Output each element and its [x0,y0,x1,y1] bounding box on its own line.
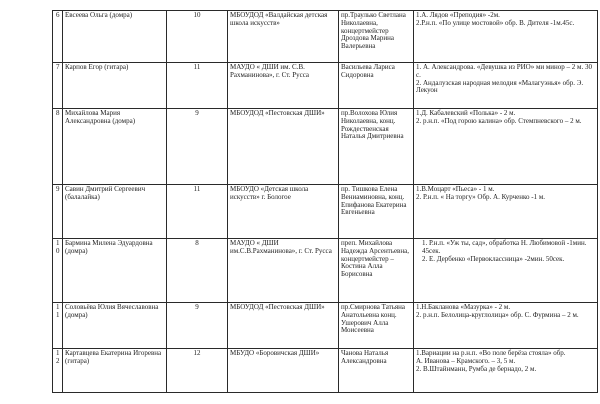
program-item: 2. р.н.п. Белолица-круглолица» обр. С. Фурмина – 2 м. [416,310,579,319]
school-name: МБОУДОД «Пестовская ДШИ» [228,109,339,185]
program-item: А. Иванова – Крамского. – 3, 5 м. [416,356,516,365]
table-row [53,185,598,239]
school-name: МБОУДО «Детская школа искусств» г. Бологое [228,185,339,239]
row-number: 6 [53,11,63,63]
participant-age: 9 [167,303,228,349]
row-number: 11 [53,303,63,349]
table-row [53,109,598,185]
program-item: 2. Е. Дербенко «Первоклассница» -2мин. 50сек. [422,254,565,263]
participant-name: Савин Дмитрий Сергеевич (балалайка) [63,185,167,239]
program-item: 1. А. Александрова. «Девушка из РИО» ми минор – 2 м. 30 с. [416,63,592,79]
participant-age: 8 [167,239,228,303]
participant-name: Карпов Егор (гитара) [63,63,167,109]
school-name: МБОУДОД «Валдайская детская школа искусств» [228,11,339,63]
table-row [53,239,598,303]
school-name: МАУДО « ДШИ им.С.В.Рахманинова», г. Ст. Русса [228,239,339,303]
teacher-name: пр.Траулько Светлана Николаевна, концертмейстер Дроздова Марина Валерьевна [339,11,414,63]
participant-name: Картавцева Екатерина Игоревна (гитара) [63,349,167,393]
table-row [53,349,598,393]
teacher-name: преп. Михайлова Надежда Арсентьевна, концертмейстер – Костина Алла Борисовна [339,239,414,303]
program-item: 1.Д. Кабалевский «Полька» - 2 м. [416,109,516,117]
row-number: 10 [53,239,63,303]
participant-name: Соловьёва Юлия Вячеславовна (домра) [63,303,167,349]
program-cell [414,11,598,63]
row-number: 8 [53,109,63,185]
school-name: МБУДО «Боровичская ДШИ» [228,349,339,393]
teacher-name: пр.Волохова Юлия Николаевна, конц. Рождественская Наталья Дмитриевна [339,109,414,185]
teacher-name: пр. Тишкова Елена Вениаминовна, конц. Епифанова Екатерина Евгеньевна [339,185,414,239]
participant-age: 11 [167,185,228,239]
table-row [53,303,598,349]
program-item: 2.Р.н.п. «По улице мостовой» обр. В. Дителя -1м.45с. [416,18,575,27]
participant-age: 11 [167,63,228,109]
table-row [53,11,598,63]
row-number: 12 [53,349,63,393]
teacher-name: Васильева Лариса Сидоровна [339,63,414,109]
program-cell [414,303,598,349]
school-name: МАУДО « ДШИ им. С.В. Рахманинова», г. Ст. Русса [228,63,339,109]
program-item: 1.А. Лядов «Преподия» -2м. [416,11,500,19]
participant-name: Евсеева Ольга (домра) [63,11,167,63]
table-row [53,63,598,109]
program-item: 2. В.Штайнманн, Румба де бернадо, 2 м. [416,364,537,373]
teacher-name: пр.Смирнова Татьяна Анатольевна конц. Ушерович Алла Моисеевна [339,303,414,349]
participant-name: Бармина Милена Эдуардовна (домра) [63,239,167,303]
program-item: 1.Н.Бакланова «Мазурка» - 2 м. [416,303,511,311]
participant-age: 10 [167,11,228,63]
participant-age: 12 [167,349,228,393]
program-cell [414,239,598,303]
participant-name: Михайлова Мария Александровна (домра) [63,109,167,185]
row-number: 7 [53,63,63,109]
program-cell [414,349,598,393]
program-cell [414,185,598,239]
school-name: МБОУДОД «Пестовская ДШИ» [228,303,339,349]
program-cell [414,63,598,109]
row-number: 9 [53,185,63,239]
program-item: 1.В.Моцарт «Пьеса» - 1 м. [416,185,495,193]
program-cell [414,109,598,185]
participants-table [52,10,598,393]
teacher-name: Чанова Наталья Александровна [339,349,414,393]
program-item: 2. Андалузская народная мелодия «Малагуэнья» обр. Э. Лекуон [416,78,584,95]
program-item: 1.Вариации на р.н.п. «Во поле берёза стояла» обр. [416,349,566,357]
program-item: 1. Р.н.п. «Уж ты, сад», обработка Н. Любимовой -1мин. 45сек. [422,239,587,255]
participant-age: 9 [167,109,228,185]
program-item: 2. Р.н.п. « На торгу» Обр. А. Курченко -1 м. [416,192,546,201]
program-item: 2. р.н.п. «Под горою калина» обр. Стемпневского – 2 м. [416,116,582,125]
